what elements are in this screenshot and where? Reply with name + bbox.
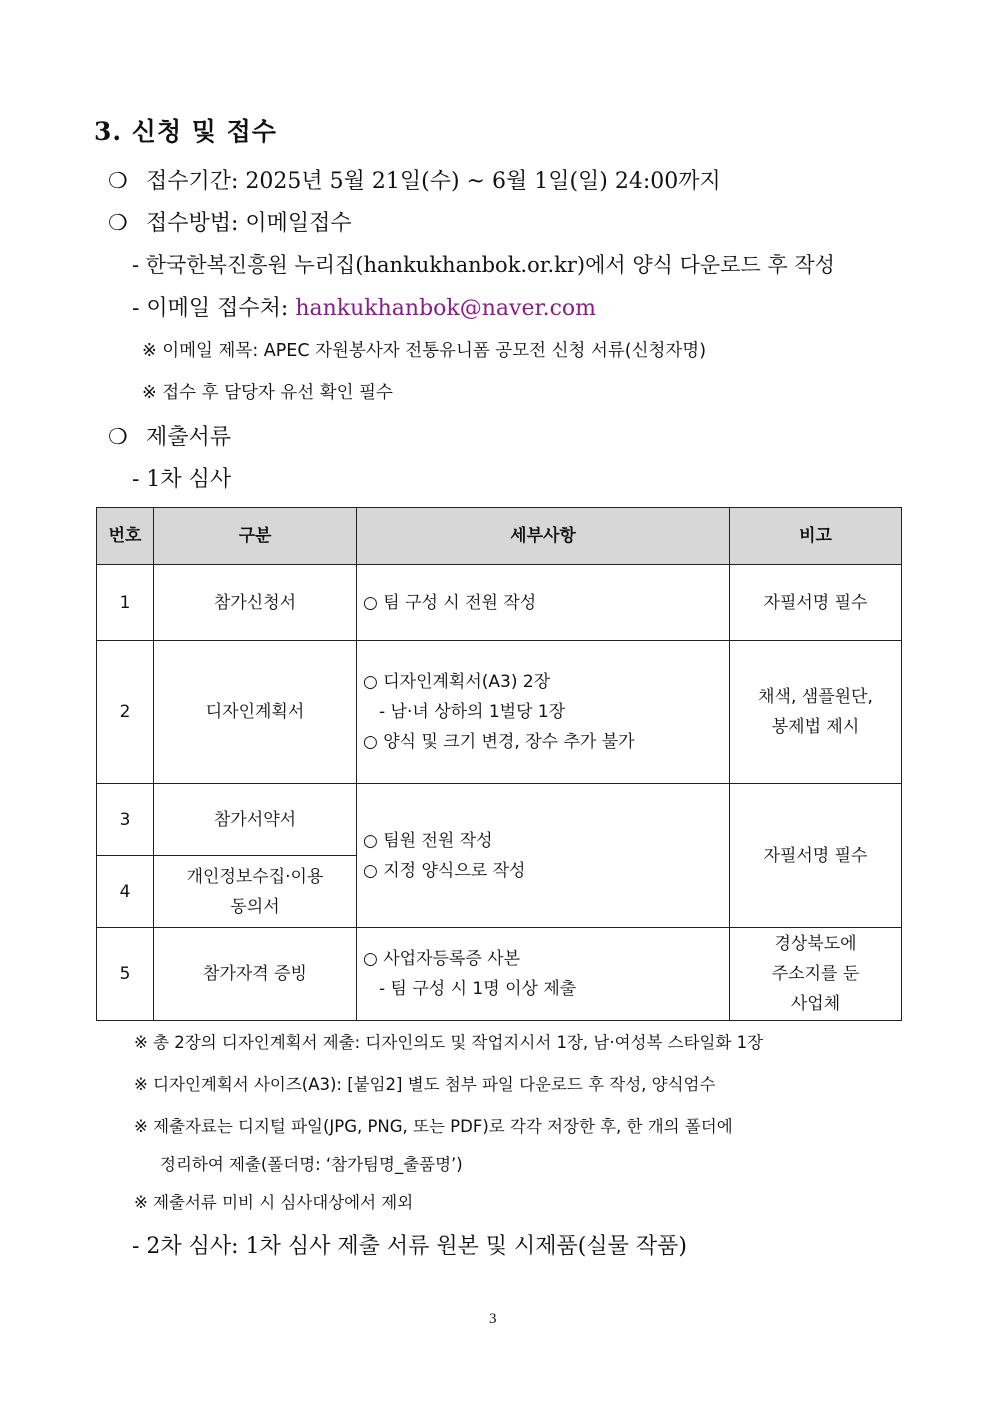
method-text: 접수방법: 이메일접수 <box>146 211 352 236</box>
row-number: 2 <box>97 641 154 784</box>
bullet-method <box>108 206 352 237</box>
row-note <box>730 928 902 1021</box>
header-details: 세부사항 <box>357 508 730 565</box>
note-missing-docs: ※ 제출서류 미비 시 심사대상에서 제외 <box>134 1193 414 1212</box>
header-note: 비고 <box>730 508 902 565</box>
documents-text: 제출서류 <box>146 425 232 450</box>
header-number: 번호 <box>97 508 154 565</box>
note-design-plan-count: ※ 총 2장의 디자인계획서 제출: 디자인의도 및 작업지시서 1장, 남·여성복 스타일화 1장 <box>134 1033 764 1052</box>
page-number: 3 <box>489 1311 497 1327</box>
method-detail: - 한국한복진흥원 누리집(hankukhanbok.or.kr)에서 양식 다운로드 후 작성 <box>132 253 835 277</box>
note-file-format: ※ 제출자료는 디지털 파일(JPG, PNG, 또는 PDF)로 각각 저장한 후, 한 개의 폴더에 <box>134 1117 733 1136</box>
note-line: 채색, 샘플원단, <box>758 687 873 707</box>
table-row <box>97 641 902 784</box>
table-row <box>97 565 902 641</box>
note-folder-name: 정리하여 제출(폴더명: ‘참가팀명_출품명’) <box>160 1155 463 1174</box>
bullet-period <box>108 164 721 195</box>
table-header-row <box>97 508 902 565</box>
detail-line: - 팀 구성 시 1명 이상 제출 <box>379 979 577 999</box>
email-label: - 이메일 접수처: <box>132 296 296 321</box>
circle-bullet-icon: ❍ <box>108 425 128 450</box>
table-row <box>97 784 902 856</box>
header-category: 구분 <box>154 508 357 565</box>
detail-line: - 남·녀 상하의 1벌당 1장 <box>379 702 566 722</box>
row-note <box>730 641 902 784</box>
row-details <box>357 928 730 1021</box>
detail-line: ○ 양식 및 크기 변경, 장수 추가 불가 <box>363 732 635 752</box>
row-number: 1 <box>97 565 154 641</box>
row-details-merged <box>357 784 730 928</box>
row-number: 4 <box>97 856 154 928</box>
bullet-documents <box>108 420 231 451</box>
note-design-plan-size: ※ 디자인계획서 사이즈(A3): [붙임2] 별도 첨부 파일 다운로드 후 작성, 양식엄수 <box>134 1075 716 1094</box>
documents-table <box>96 507 902 1021</box>
round1-label: - 1차 심사 <box>132 467 232 492</box>
row-category: 참가자격 증빙 <box>154 928 357 1021</box>
round2-label: - 2차 심사: 1차 심사 제출 서류 원본 및 시제품(실물 작품) <box>132 1234 687 1259</box>
email-line <box>132 291 596 322</box>
table-row <box>97 928 902 1021</box>
category-line: 동의서 <box>230 896 280 917</box>
row-category: 참가서약서 <box>154 784 357 856</box>
section-title: 3. 신청 및 접수 <box>94 117 277 146</box>
email-link[interactable]: hankukhanbok@naver.com <box>295 296 596 321</box>
note-phone-check: ※ 접수 후 담당자 유선 확인 필수 <box>142 383 393 403</box>
row-category <box>154 856 357 928</box>
row-category: 참가신청서 <box>154 565 357 641</box>
detail-line: ○ 팀원 전원 작성 <box>363 830 493 851</box>
row-note: 자필서명 필수 <box>730 565 902 641</box>
note-line: 경상북도에 <box>774 934 857 954</box>
note-line: 사업체 <box>790 994 841 1014</box>
detail-line: ○ 사업자등록증 사본 <box>363 949 521 969</box>
note-email-subject: ※ 이메일 제목: APEC 자원봉사자 전통유니폼 공모전 신청 서류(신청자명) <box>142 341 707 361</box>
category-line: 개인정보수집·이용 <box>186 866 324 887</box>
row-category: 디자인계획서 <box>154 641 357 784</box>
row-details <box>357 641 730 784</box>
period-text: 접수기간: 2025년 5월 21일(수) ~ 6월 1일(일) 24:00까지 <box>146 169 721 194</box>
row-note-merged: 자필서명 필수 <box>730 784 902 928</box>
detail-line: ○ 디자인계획서(A3) 2장 <box>363 672 551 692</box>
row-number: 3 <box>97 784 154 856</box>
circle-bullet-icon: ❍ <box>108 169 128 194</box>
detail-line: ○ 지정 양식으로 작성 <box>363 860 526 881</box>
note-line: 봉제법 제시 <box>771 717 860 737</box>
row-number: 5 <box>97 928 154 1021</box>
circle-bullet-icon: ❍ <box>108 211 128 236</box>
note-line: 주소지를 둔 <box>771 964 860 984</box>
row-details: ○ 팀 구성 시 전원 작성 <box>357 565 730 641</box>
